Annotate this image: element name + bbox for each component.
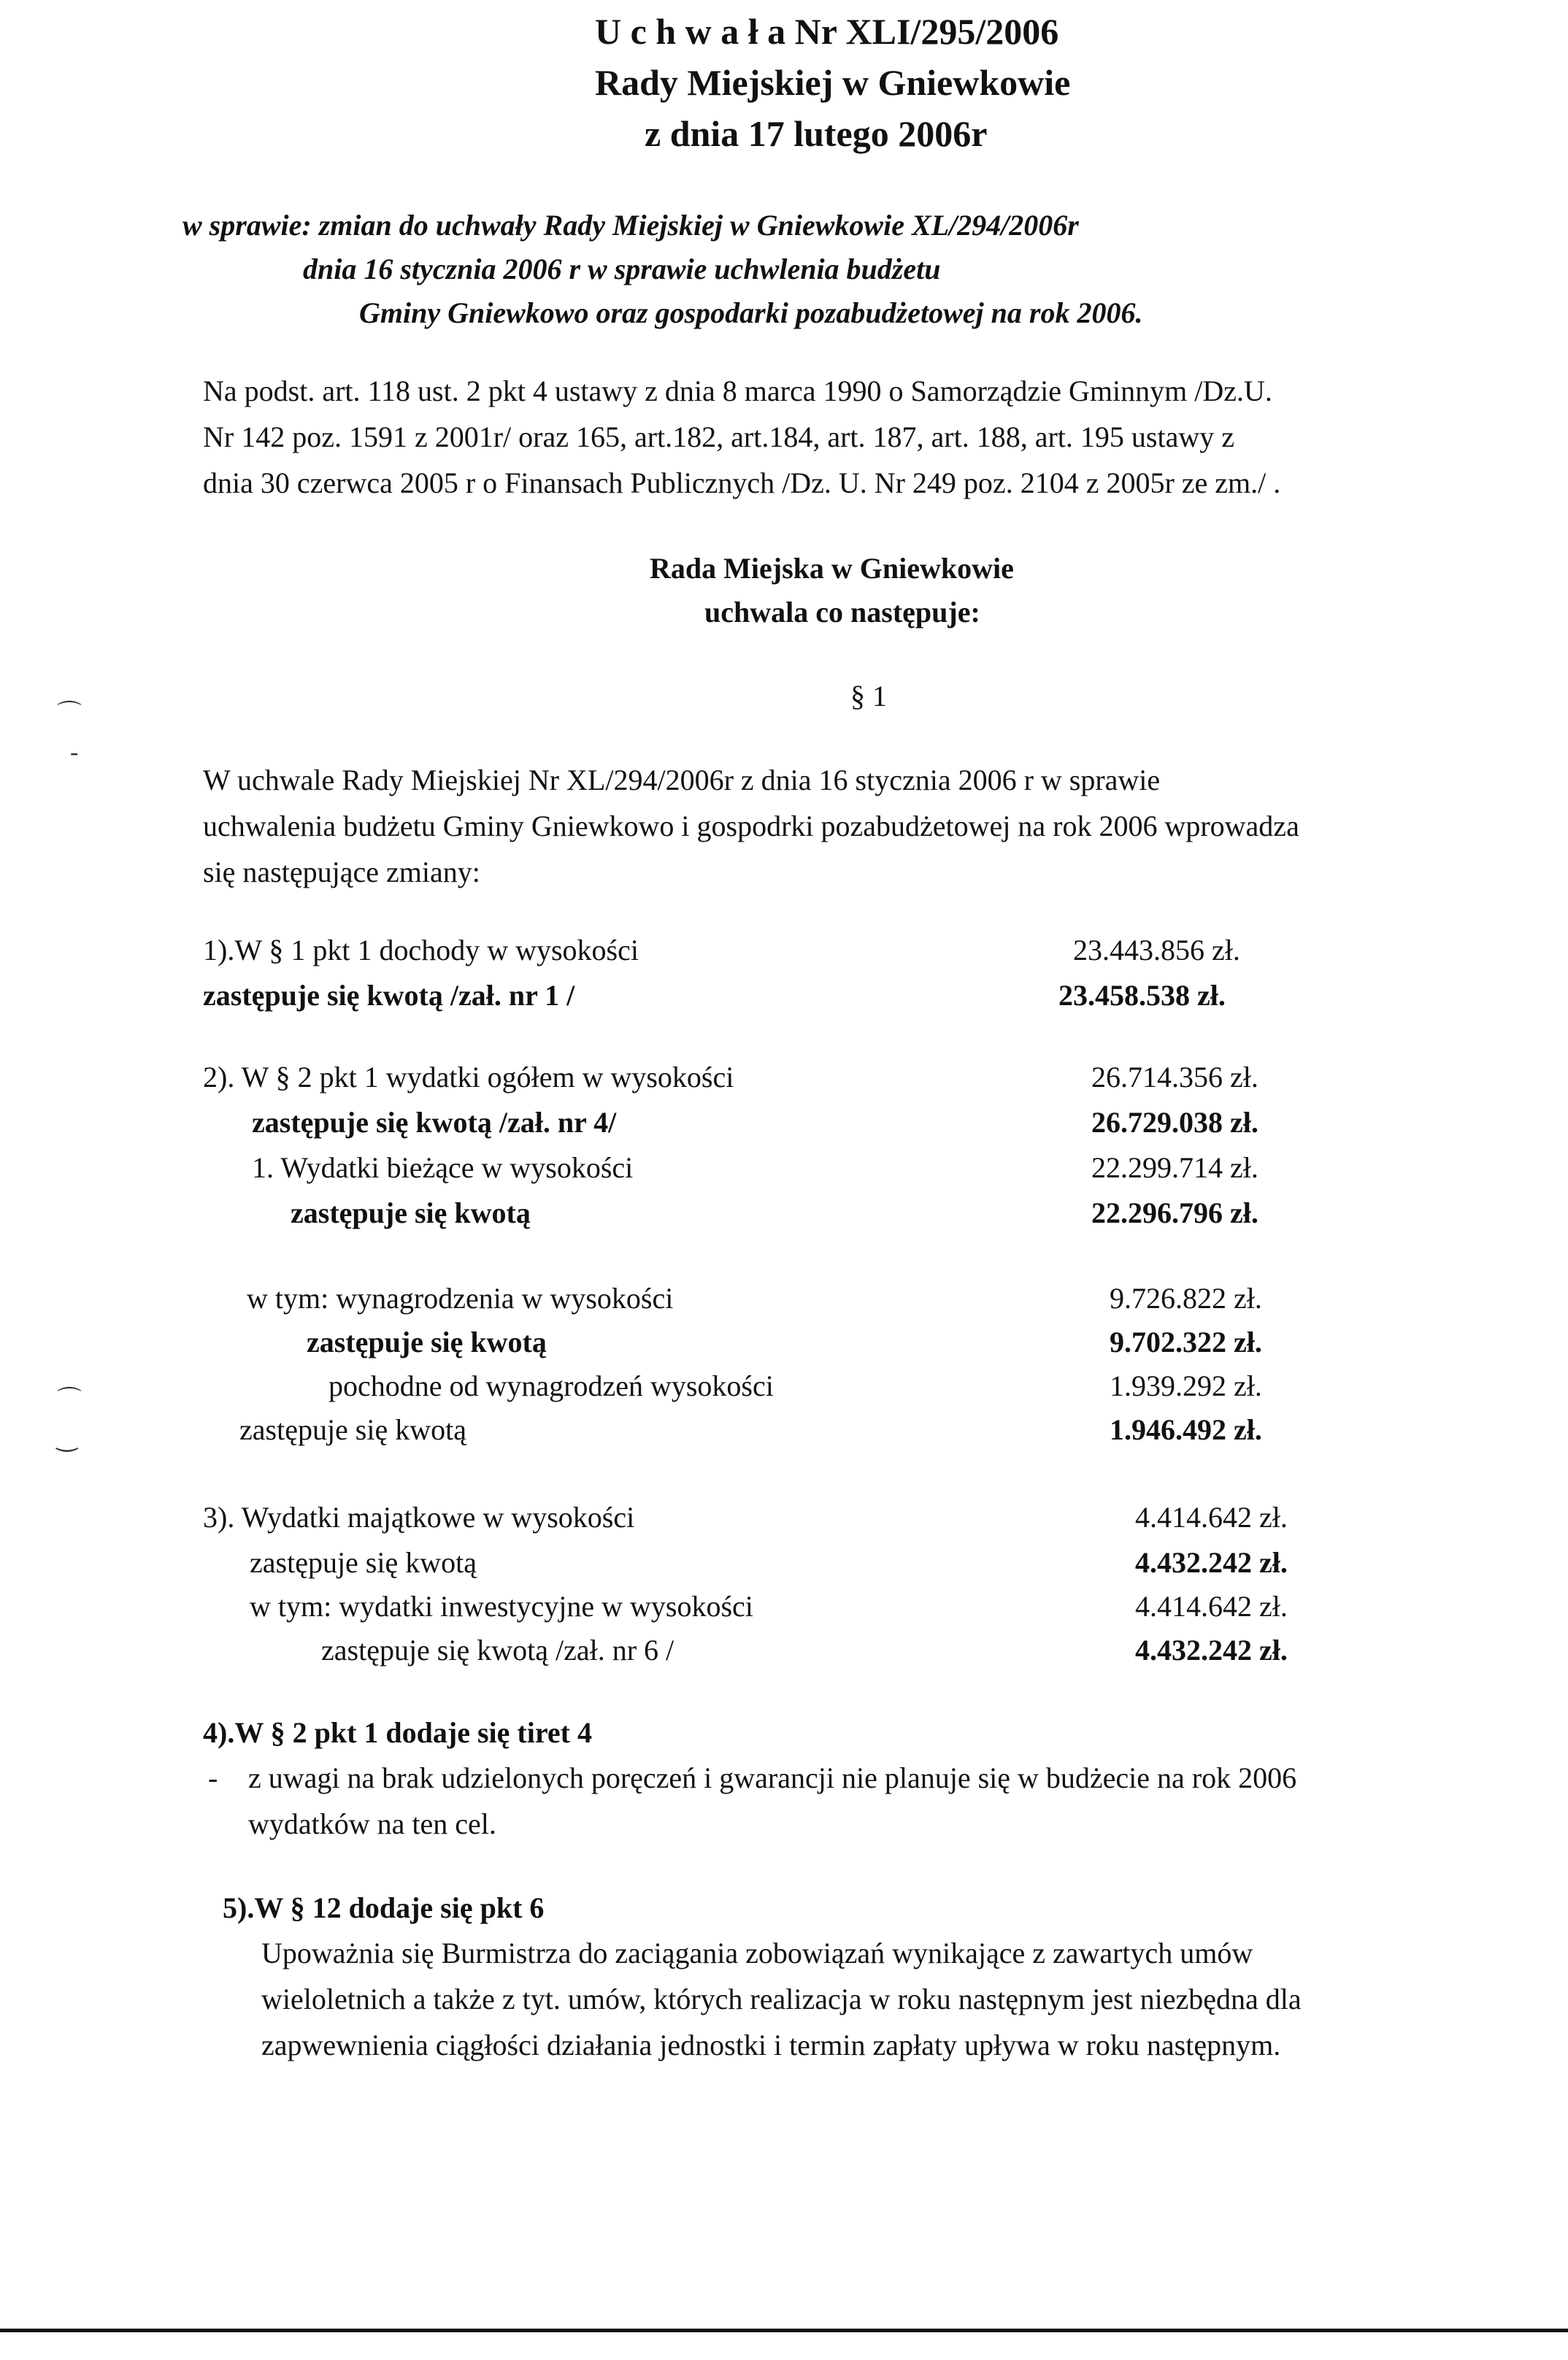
subject-line-2: dnia 16 stycznia 2006 r w sprawie uchwlenia budżetu <box>303 253 941 285</box>
legal-basis-line-1: Na podst. art. 118 ust. 2 pkt 4 ustawy z dnia 8 marca 1990 o Samorządzie Gminnym /Dz.U. <box>203 374 1272 407</box>
item-amount: 9.726.822 zł. <box>1110 1282 1262 1315</box>
point-4-dash: - <box>208 1761 218 1794</box>
item-label: 1).W § 1 pkt 1 dochody w wysokości <box>203 934 639 966</box>
point-5-heading: 5).W § 12 dodaje się pkt 6 <box>223 1891 545 1924</box>
item-amount: 23.458.538 zł. <box>1058 979 1226 1012</box>
council-resolves: uchwala co następuje: <box>704 596 980 629</box>
item-label: zastępuje się kwotą <box>307 1326 547 1358</box>
point-4-line-2: wydatków na ten cel. <box>248 1807 496 1840</box>
item-amount: 4.414.642 zł. <box>1135 1590 1288 1623</box>
item-amount: 9.702.322 zł. <box>1110 1326 1262 1358</box>
margin-mark: ‿ <box>57 1425 77 1452</box>
item-label: zastępuje się kwotą /zał. nr 6 / <box>321 1634 675 1667</box>
point-5-line-1: Upoważnia się Burmistrza do zaciągania zobowiązań wynikające z zawartych umów <box>261 1937 1253 1969</box>
margin-mark: - <box>70 739 79 766</box>
item-label: zastępuje się kwotą <box>250 1546 477 1579</box>
item-label: w tym: wydatki inwestycyjne w wysokości <box>250 1590 753 1623</box>
intro-line-2: uchwalenia budżetu Gminy Gniewkowo i gospodrki pozabudżetowej na rok 2006 wprowadza <box>203 810 1299 842</box>
item-amount: 4.432.242 zł. <box>1135 1634 1288 1667</box>
item-label: w tym: wynagrodzenia w wysokości <box>247 1282 674 1315</box>
subject-line-1: w sprawie: zmian do uchwały Rady Miejskiej w Gniewkowie XL/294/2006r <box>182 209 1079 242</box>
margin-mark: ⌒ <box>57 701 82 728</box>
item-label: zastępuje się kwotą <box>291 1196 531 1229</box>
item-amount: 26.714.356 zł. <box>1091 1061 1258 1093</box>
point-5-line-2: wieloletnich a także z tyt. umów, których realizacja w roku następnym jest niezbędna dla <box>261 1983 1302 2015</box>
point-4-heading: 4).W § 2 pkt 1 dodaje się tiret 4 <box>203 1716 592 1749</box>
intro-line-1: W uchwale Rady Miejskiej Nr XL/294/2006r z dnia 16 stycznia 2006 r w sprawie <box>203 764 1161 796</box>
item-amount: 26.729.038 zł. <box>1091 1106 1258 1139</box>
intro-line-3: się następujące zmiany: <box>203 856 480 888</box>
item-label: zastępuje się kwotą /zał. nr 4/ <box>252 1106 617 1139</box>
bottom-rule <box>0 2329 1568 2332</box>
point-4-line-1: z uwagi na brak udzielonych poręczeń i gwarancji nie planuje się w budżecie na rok 2006 <box>248 1761 1297 1794</box>
resolution-date: z dnia 17 lutego 2006r <box>645 113 988 154</box>
point-5-line-3: zapwewnienia ciągłości działania jednostki i termin zapłaty upływa w roku następnym. <box>261 2029 1281 2061</box>
council-heading: Rada Miejska w Gniewkowie <box>650 552 1014 585</box>
item-amount: 4.414.642 zł. <box>1135 1501 1288 1534</box>
item-amount: 22.299.714 zł. <box>1091 1151 1258 1184</box>
margin-mark: ⌒ <box>57 1387 82 1414</box>
item-label: pochodne od wynagrodzeń wysokości <box>328 1369 774 1402</box>
item-amount: 22.296.796 zł. <box>1091 1196 1258 1229</box>
legal-basis-line-2: Nr 142 poz. 1591 z 2001r/ oraz 165, art.182, art.184, art. 187, art. 188, art. 195 ustawy z <box>203 420 1234 453</box>
item-label: 3). Wydatki majątkowe w wysokości <box>203 1501 635 1534</box>
subject-line-3: Gminy Gniewkowo oraz gospodarki pozabudżetowej na rok 2006. <box>359 296 1143 329</box>
item-amount: 1.946.492 zł. <box>1110 1413 1262 1446</box>
item-amount: 4.432.242 zł. <box>1135 1546 1288 1579</box>
item-label: 1. Wydatki bieżące w wysokości <box>252 1151 634 1184</box>
item-label: zastępuje się kwotą <box>239 1413 466 1446</box>
item-amount: 1.939.292 zł. <box>1110 1369 1262 1402</box>
section-symbol: § 1 <box>850 680 887 712</box>
item-label: 2). W § 2 pkt 1 wydatki ogółem w wysokości <box>203 1061 734 1093</box>
item-amount: 23.443.856 zł. <box>1073 934 1240 966</box>
resolution-number: U c h w a ł a Nr XLI/295/2006 <box>595 11 1059 52</box>
legal-basis-line-3: dnia 30 czerwca 2005 r o Finansach Publicznych /Dz. U. Nr 249 poz. 2104 z 2005r ze zm./ . <box>203 466 1281 499</box>
item-label: zastępuje się kwotą /zał. nr 1 / <box>203 979 575 1012</box>
council-name: Rady Miejskiej w Gniewkowie <box>595 62 1071 103</box>
